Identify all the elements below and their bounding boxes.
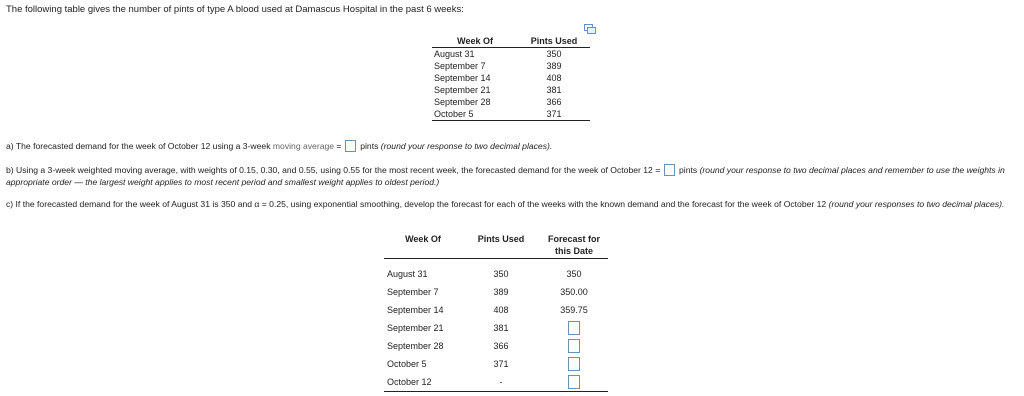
question-c	[6, 198, 1011, 210]
column-header-pints: Pints Used	[462, 232, 540, 259]
week-cell: September 28	[387, 341, 444, 351]
table-row	[384, 283, 608, 301]
table-row	[384, 319, 608, 337]
pints-cell: -	[462, 373, 540, 392]
question-c-text: c) If the forecasted demand for the week of August 31 is 350 and α = 0.25, using exponential smoothing, develop the forecast for each of the weeks with the known demand and the forecast for the week of October 12	[6, 199, 829, 209]
table-row	[384, 373, 608, 392]
question-a-term: moving average	[272, 141, 335, 151]
question-a-prefix: a) The forecasted demand for the week of October 12 using a 3-week	[6, 141, 273, 151]
table-row	[384, 301, 608, 319]
question-a	[6, 140, 552, 152]
table-row	[384, 355, 608, 373]
week-cell: September 7	[387, 287, 439, 297]
pints-cell: 389	[493, 287, 509, 297]
pints-cell: 350	[546, 49, 562, 59]
forecast-cell: 350.00	[560, 287, 588, 297]
table-row	[432, 72, 590, 84]
column-header-week: Week Of	[384, 232, 462, 259]
forecast-input-september-21[interactable]	[568, 321, 580, 335]
question-b-hint: (round your response to two decimal places and remember to use the weights in appropriate order — the largest weight applies to most recent period and smallest weight applies to oldest period.)	[6, 165, 1005, 187]
forecast-input-october-12[interactable]	[568, 375, 580, 389]
week-cell: October 5	[387, 359, 427, 369]
question-c-hint: (round your responses to two decimal places).	[828, 199, 1005, 209]
forecast-cell: 350	[566, 269, 582, 279]
question-a-suffix: pints	[360, 141, 381, 151]
week-cell: October 5	[432, 108, 518, 121]
pints-cell: 366	[546, 97, 562, 107]
blood-usage-table	[432, 34, 590, 121]
pints-cell: 389	[546, 61, 562, 71]
weighted-average-answer-input[interactable]	[664, 164, 675, 176]
table-row	[432, 96, 590, 108]
question-a-equals: =	[334, 141, 342, 151]
week-cell: August 31	[434, 49, 475, 59]
pints-cell: 408	[493, 305, 509, 315]
week-cell: September 28	[434, 97, 491, 107]
pints-cell: 408	[546, 73, 562, 83]
exponential-smoothing-table	[384, 232, 608, 392]
pints-cell: 381	[493, 323, 509, 333]
table-row	[432, 84, 590, 96]
column-header-week: Week Of	[432, 34, 518, 48]
week-cell: September 21	[387, 323, 444, 333]
pints-cell: 371	[518, 108, 590, 121]
question-b-text: b) Using a 3-week weighted moving average, with weights of 0.15, 0.30, and 0.55, using 0.55 for the most recent week, the forecasted demand for the week of October 12 =	[6, 165, 661, 175]
week-cell: August 31	[387, 269, 428, 279]
column-header-pints: Pints Used	[518, 34, 590, 48]
week-cell: September 14	[387, 305, 444, 315]
forecast-cell: 359.75	[560, 305, 588, 315]
table-row	[384, 337, 608, 355]
intro-text: The following table gives the number of pints of type A blood used at Damascus Hospital in the past 6 weeks:	[6, 4, 464, 15]
pints-cell: 371	[493, 359, 509, 369]
forecast-input-october-5[interactable]	[568, 357, 580, 371]
question-b	[6, 164, 1018, 188]
week-cell: October 12	[384, 373, 462, 392]
table-row	[432, 48, 590, 61]
question-a-hint: (round your response to two decimal places).	[380, 141, 553, 151]
column-header-forecast: Forecast for this Date	[540, 232, 608, 259]
pints-cell: 350	[493, 269, 509, 279]
table-row	[432, 60, 590, 72]
moving-average-answer-input[interactable]	[345, 140, 356, 152]
week-cell: September 14	[434, 73, 491, 83]
table-row	[432, 108, 590, 121]
table-row	[384, 265, 608, 283]
copy-table-icon[interactable]	[584, 24, 596, 34]
week-cell: September 21	[434, 85, 491, 95]
pints-cell: 381	[546, 85, 562, 95]
forecast-input-september-28[interactable]	[568, 339, 580, 353]
week-cell: September 7	[434, 61, 486, 71]
pints-cell: 366	[493, 341, 509, 351]
question-b-suffix: pints	[679, 165, 700, 175]
